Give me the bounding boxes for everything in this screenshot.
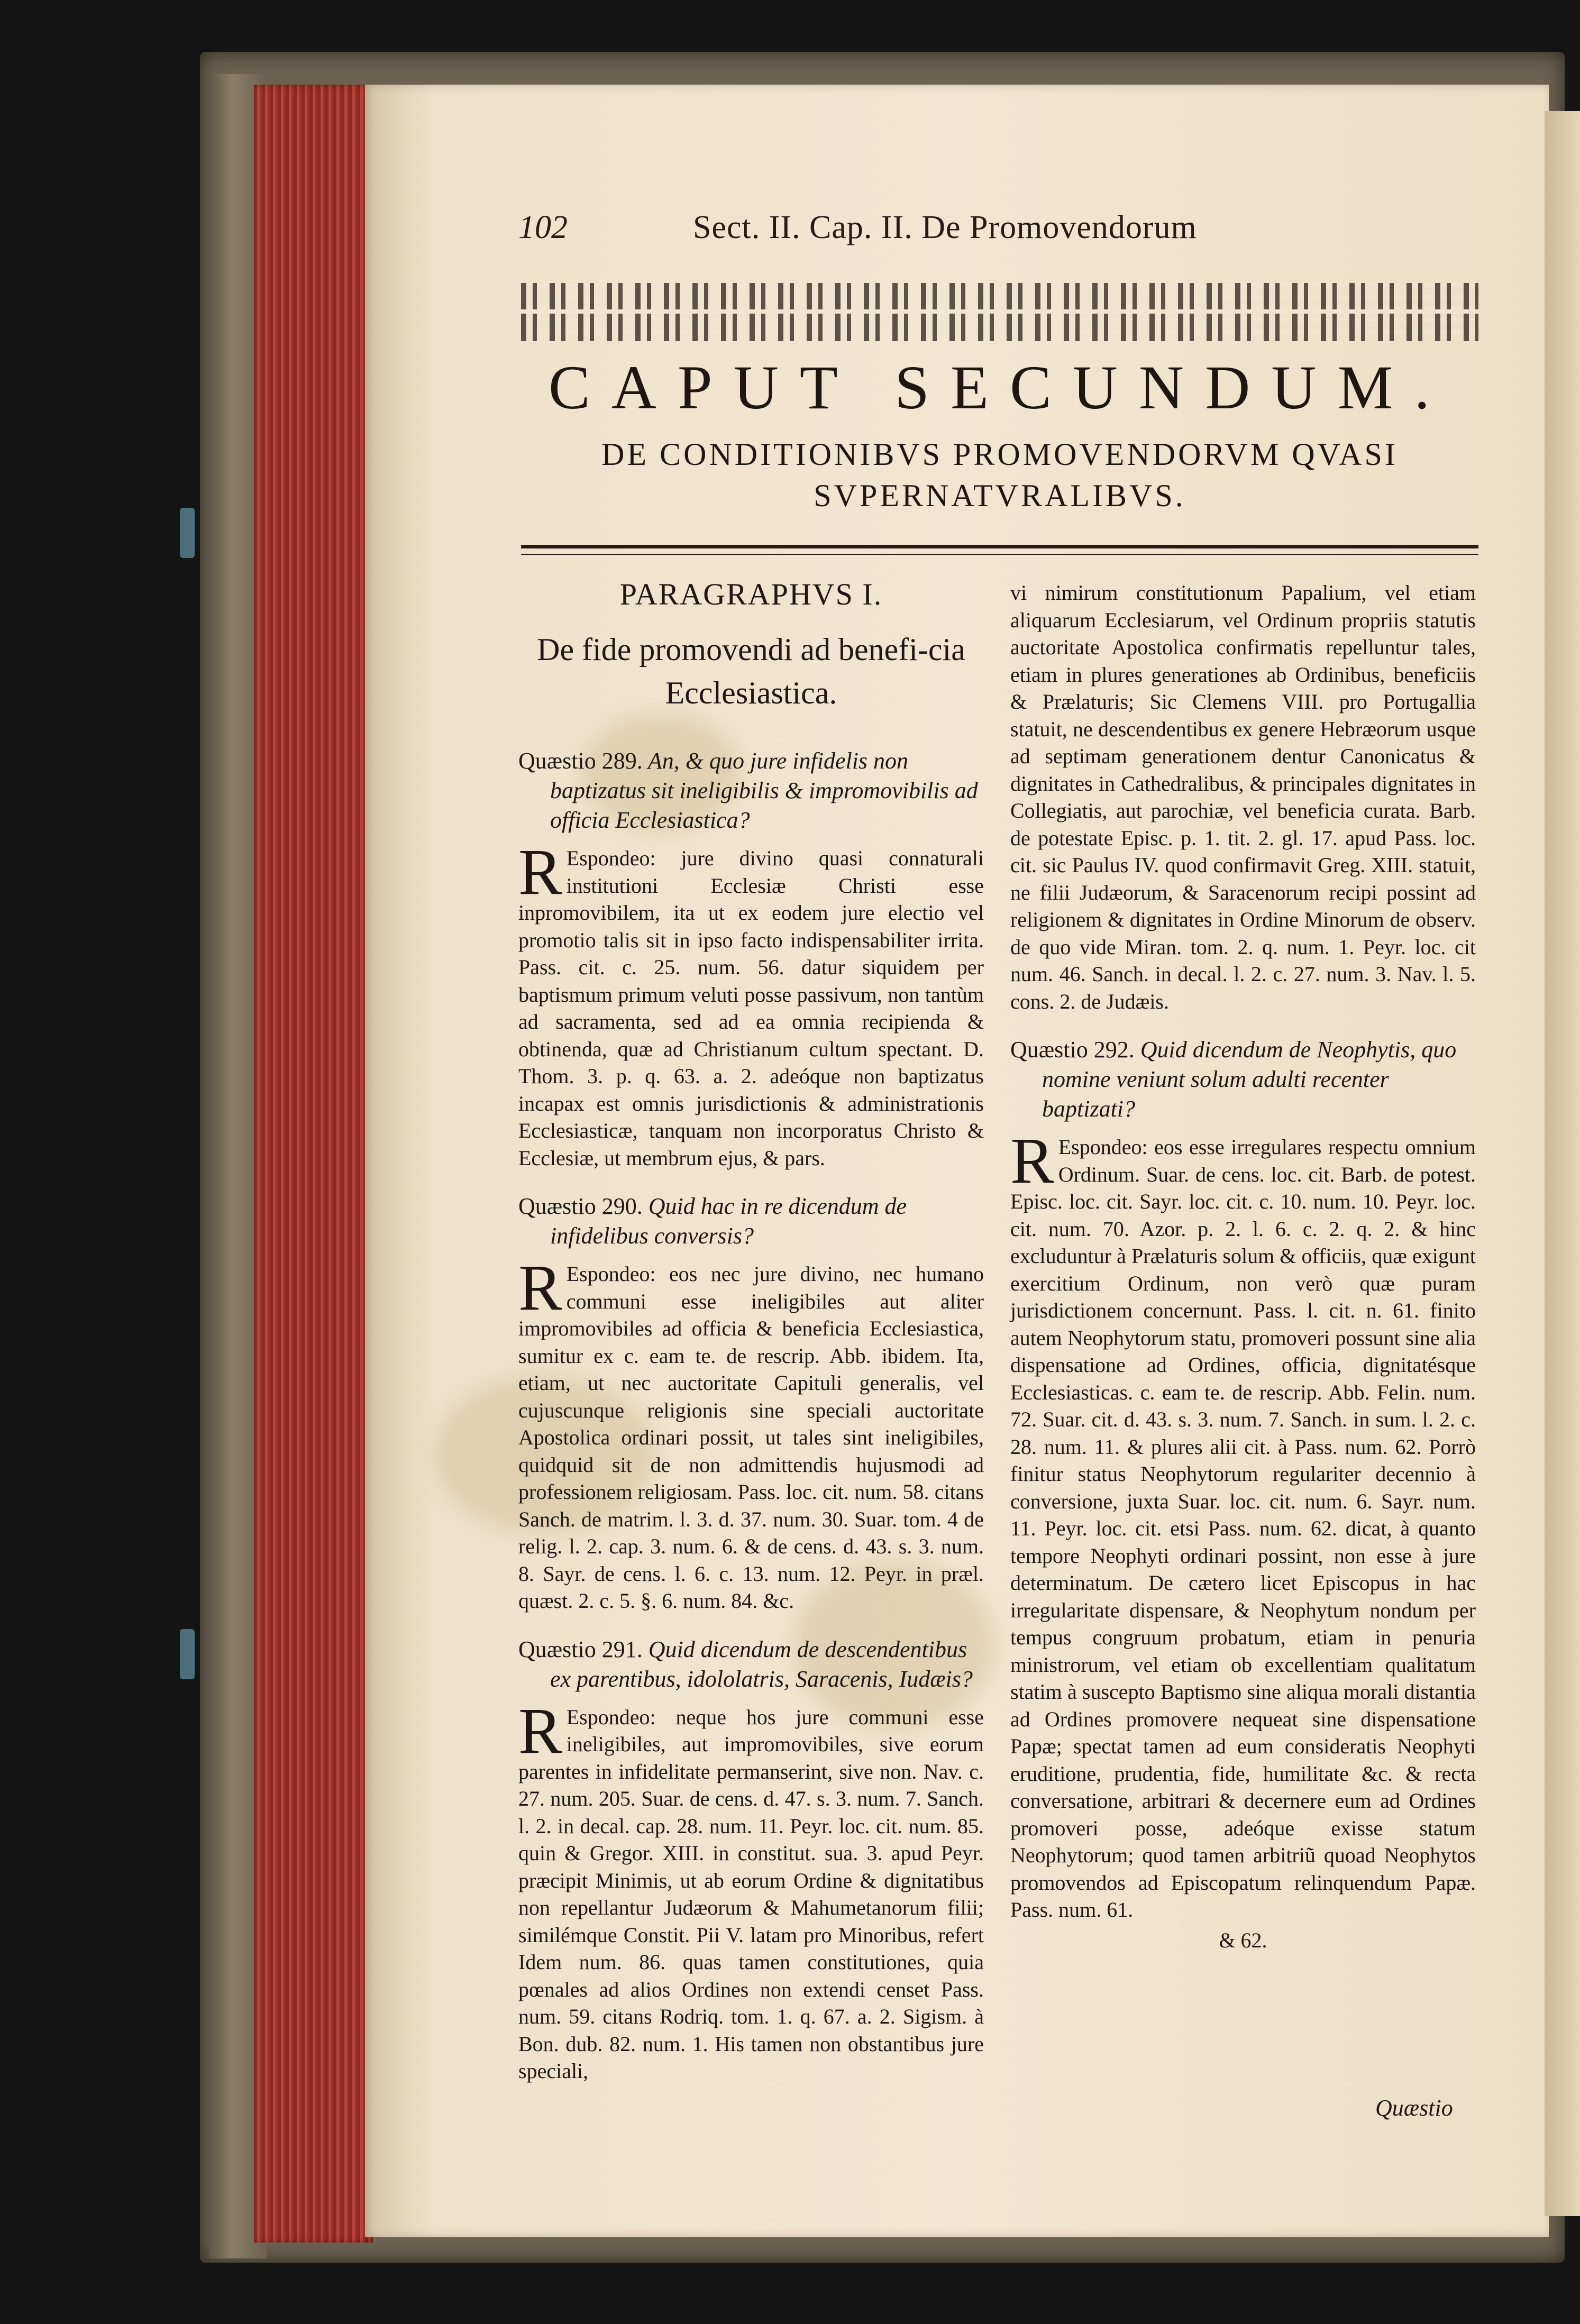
- drop-cap: R: [1010, 1124, 1054, 1197]
- chapter-subtitle-line2: SVPERNATVRALIBVS.: [814, 478, 1186, 513]
- answer-292: [1010, 1124, 1476, 1924]
- answer-text: Espondeo: jure divino quasi connaturali institutioni Ecclesiæ Christi esse inpromovibilem, ita ut ex eodem jure electio vel promotio talis sit in ipso facto indispensabiliter irrita. Pass. cit. c. 25. num. 56. datur siquidem per baptismum primum veluti posse passivum, non tantùm ad sacramenta, sed ad ea omnia recipienda & obtinenda, quæ ad Christianum cultum spectant. D. Thom. 3. p. q. 63. a. 2. adeóque non baptizatus incapax est omnis jurisdictionis & administrationis Ecclesiasticæ, tanquam non incorporatus Christo & Ecclesiæ, ut membrum ejus, & pars.: [518, 846, 984, 1170]
- right-column: [1010, 579, 1476, 1954]
- answer-289: [518, 836, 984, 1172]
- answer-291: [518, 1694, 984, 2085]
- drop-cap: R: [518, 836, 562, 908]
- answer-292-end: & 62.: [1219, 1928, 1267, 1952]
- drop-cap: R: [518, 1251, 562, 1324]
- question-label: Quæstio 290.: [518, 1193, 643, 1219]
- printers-ornament-band: [521, 283, 1478, 341]
- clasp-bottom: [180, 1629, 195, 1679]
- question-label: Quæstio 291.: [518, 1636, 643, 1662]
- paragraph-subtitle: De fide promovendi ad benefi-cia Ecclesiastica.: [537, 632, 965, 710]
- continuation-text: vi nimirum constitutionum Papalium, vel etiam aliquarum Ecclesiarum, vel Ordinum propriis statutis auctoritate Apostolica confirmatis repelluntur tales, etiam in plures generationes ab Ordinibus, beneficiis & Prælaturis; Sic Clemens VIII. pro Portugallia statuit, ne descendentibus ex genere Hebræorum usque ad septimam generationem dentur Canonicatus & dignitates in Cathedralibus, & principales dignitates in Collegiatis, aut parochiæ, vel beneficia curata. Barb. de potestate Episc. p. 1. tit. 2. gl. 17. apud Pass. loc. cit. sic Paulus IV. quod confirmavit Greg. XIII. statuit, ne filii Judæorum, & Saracenorum recipi possint ad religionem & dignitates in Ordine Minorum de observ. de quo vide Miran. tom. 2. q. num. 1. Peyr. loc. cit num. 46. Sanch. in decal. l. 2. c. 27. num. 3. Nav. l. 5. cons. 2. de Judæis.: [1010, 581, 1476, 1013]
- answer-290: [518, 1251, 984, 1615]
- chapter-title: CAPUT SECUNDUM.: [549, 353, 1451, 422]
- question-text: An, & quo jure infidelis non baptizatus sit ineligibilis & impromovibilis ad officia Ecclesiastica?: [550, 748, 978, 833]
- chapter-subtitle: [521, 434, 1478, 516]
- facing-page-edge: [1545, 111, 1580, 2216]
- question-text: Quid hac in re dicendum de infidelibus conversis?: [550, 1193, 907, 1249]
- question-label: Quæstio 289.: [518, 748, 643, 774]
- running-title: Sect. II. Cap. II. De Promovendorum: [693, 209, 1197, 245]
- page-header: [518, 209, 1481, 251]
- chapter-subtitle-line1: DE CONDITIONIBVS PROMOVENDORVM QVASI: [601, 437, 1398, 472]
- answer-text: Espondeo: eos nec jure divino, nec humano communi esse ineligibiles aut aliter impromovibiles ad officia & beneficia Ecclesiastica, sumitur ex c. eam te. de rescrip. Abb. ibidem. Ita, etiam, ut nec auctoritate Capituli generalis, vel cujuscunque religionis sine speciali auctoritate Apostolica ordinari possit, ut tales sint ineligibiles, quidquid sit de non admittendis hujusmodi ad professionem religiosam. Pass. loc. cit. num. 58. citans Sanch. de matrim. l. 3. d. 37. num. 30. Suar. tom. 4 de relig. l. 2. cap. 3. num. 6. & de cens. d. 43. s. 3. num. 8. Sayr. de cens. l. 6. c. 13. num. 12. Peyr. in præl. quæst. 2. c. 5. §. 6. num. 84. &c.: [518, 1262, 984, 1613]
- question-290: [518, 1192, 984, 1251]
- question-291: [518, 1635, 984, 1694]
- catchword: Quæstio: [1375, 2095, 1453, 2121]
- answer-text: Espondeo: neque hos jure communi esse ineligibiles, aut impromovibiles, sive eorum parentes in infidelitate permanserint, sive non. Nav. c. 27. num. 205. Suar. de cens. d. 47. s. 3. num. 7. Sanch. l. 2. in decal. cap. 28. num. 11. Peyr. loc. cit. num. 85. quin & Gregor. XIII. in constitut. sua. 3. apud Peyr. præcipit Minimis, ut ab eorum Ordine & dignitatibus non repellantur Judæorum & Mahumetanorum filii; similémque Constit. Pii V. latam pro Minoribus, refert Idem num. 86. quas tamen constitutiones, quia pœnales ad alios Ordines non extendi censet Pass. num. 59. citans Rodriq. tom. 1. q. 67. a. 2. Sigism. à Bon. dub. 82. num. 1. His tamen non obstantibus jure speciali,: [518, 1705, 984, 2083]
- clasp-top: [180, 508, 195, 558]
- left-column: [518, 577, 984, 2105]
- drop-cap: R: [518, 1694, 562, 1767]
- double-rule: [521, 545, 1478, 555]
- question-label: Quæstio 292.: [1010, 1037, 1135, 1063]
- page-number: 102: [518, 209, 568, 245]
- question-292: [1010, 1035, 1476, 1124]
- red-page-edges: [254, 85, 373, 2243]
- question-text: Quid dicendum de Neophytis, quo nomine veniunt solum adulti recenter baptizati?: [1042, 1037, 1457, 1122]
- answer-text: Espondeo: eos esse irregulares respectu omnium Ordinum. Suar. de cens. loc. cit. Barb. de potest. Episc. loc. cit. Sayr. loc. cit. c. 10. num. 10. Peyr. loc. cit. num. 70. Azor. p. 2. l. 6. c. 2. q. 2. & hinc excluduntur à Prælaturis solum & officiis, quæ exigunt exercitium Ordinum, non verò quæ puram jurisdictionem concernunt. Pass. l. cit. n. 61. finito autem Neophytorum statu, promoveri possunt sine alia dispensatione ad Ordines, officia, dignitatésque Ecclesiasticas. c. eam te. de rescrip. Abb. Felin. num. 72. Suar. cit. d. 43. s. 3. num. 7. Sanch. in sum. l. 2. c. 28. num. 11. & plures alii cit. à Pass. num. 62. Porrò finitur status Neophytorum regulariter decennio à conversione, juxta Suar. loc. cit. num. 6. Sayr. num. 11. Peyr. loc. cit. etsi Pass. num. 62. dicat, à quanto tempore Neophyti ordinari possint, non esse à jure determinatum. De cætero licet Episcopus in hac irregularitate dispensare, & Neophytum nondum per tempus congruum probatum, etiam in penuria ministrorum, vel etiam ob excellentiam qualitatum statim à suscepto Baptismo sine aliqua morali distantia ad Ordines promovere nequeat sine dispensatione Papæ; spectat tamen ad eum consideratis Neophyti eruditione, prudentia, fide, humilitate &c. & recta conversatione, arbitrari & decernere eum ad Ordines promoveri posse, adeóque exisse statum Neophytorum; quod tamen arbitriũ quoad Neophytos promovendos ad Episcopatum relinquendum Papæ. Pass. num. 61.: [1010, 1135, 1476, 1922]
- question-289: [518, 746, 984, 835]
- question-text: Quid dicendum de descendentibus ex parentibus, idololatris, Saracenis, Iudæis?: [550, 1636, 973, 1692]
- paragraph-title: PARAGRAPHVS I.: [619, 577, 883, 611]
